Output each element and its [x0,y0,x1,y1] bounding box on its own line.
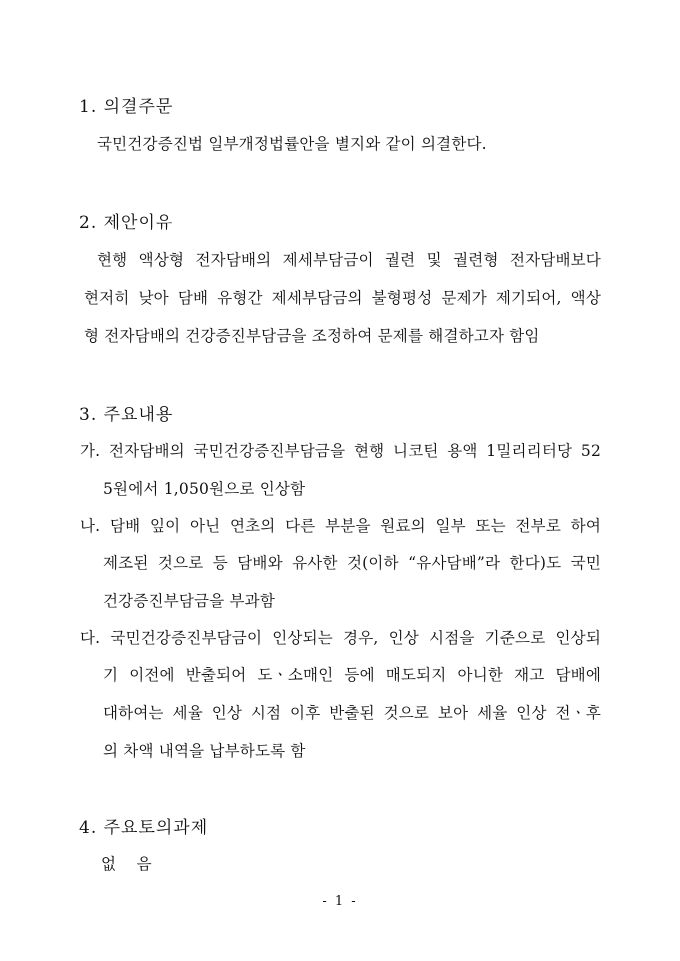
item-da-line-3: 대하여는 세율 인상 시점 이후 반출된 것으로 보아 세율 인상 전ㆍ후 [103,704,601,722]
item-ga-line-2: 5원에서 1,050원으로 인상함 [103,480,306,498]
item-na-line-3: 건강증진부담금을 부과함 [103,592,276,610]
item-na-line-1: 나. 담배 잎이 아닌 연초의 다른 부분을 원료의 일부 또는 전부로 하여 [80,517,601,535]
section-heading-main-content: 3. 주요내용 [79,405,174,425]
section-heading-issues: 4. 주요토의과제 [79,818,209,838]
reason-line-1: 현행 액상형 전자담배의 제세부담금이 궐련 및 궐련형 전자담배보다 [97,251,601,269]
item-da-line-4: 의 차액 내역을 납부하도록 함 [103,742,306,760]
reason-line-2: 현저히 낮아 담배 유형간 제세부담금의 불형평성 문제가 제기되어, 액상 [84,289,601,307]
reason-line-3: 형 전자담배의 건강증진부담금을 조정하여 문제를 해결하고자 함임 [84,327,540,345]
resolution-text: 국민건강증진법 일부개정법률안을 별지와 같이 의결한다. [97,135,487,153]
page-number: - 1 - [322,894,358,909]
item-ga-line-1: 가. 전자담배의 국민건강증진부담금을 현행 니코틴 용액 1밀리리터당 52 [80,442,601,460]
section-heading-resolution: 1. 의결주문 [79,97,174,117]
section-heading-reason: 2. 제안이유 [79,213,174,233]
item-da-line-2: 기 이전에 반출되어 도ㆍ소매인 등에 매도되지 아니한 재고 담배에 [103,666,601,684]
item-da-line-1: 다. 국민건강증진부담금이 인상되는 경우, 인상 시점을 기준으로 인상되 [80,629,601,647]
item-na-line-2: 제조된 것으로 등 담배와 유사한 것(이하 “유사담배”라 한다)도 국민 [103,554,601,572]
issues-text: 없 음 [101,855,152,873]
